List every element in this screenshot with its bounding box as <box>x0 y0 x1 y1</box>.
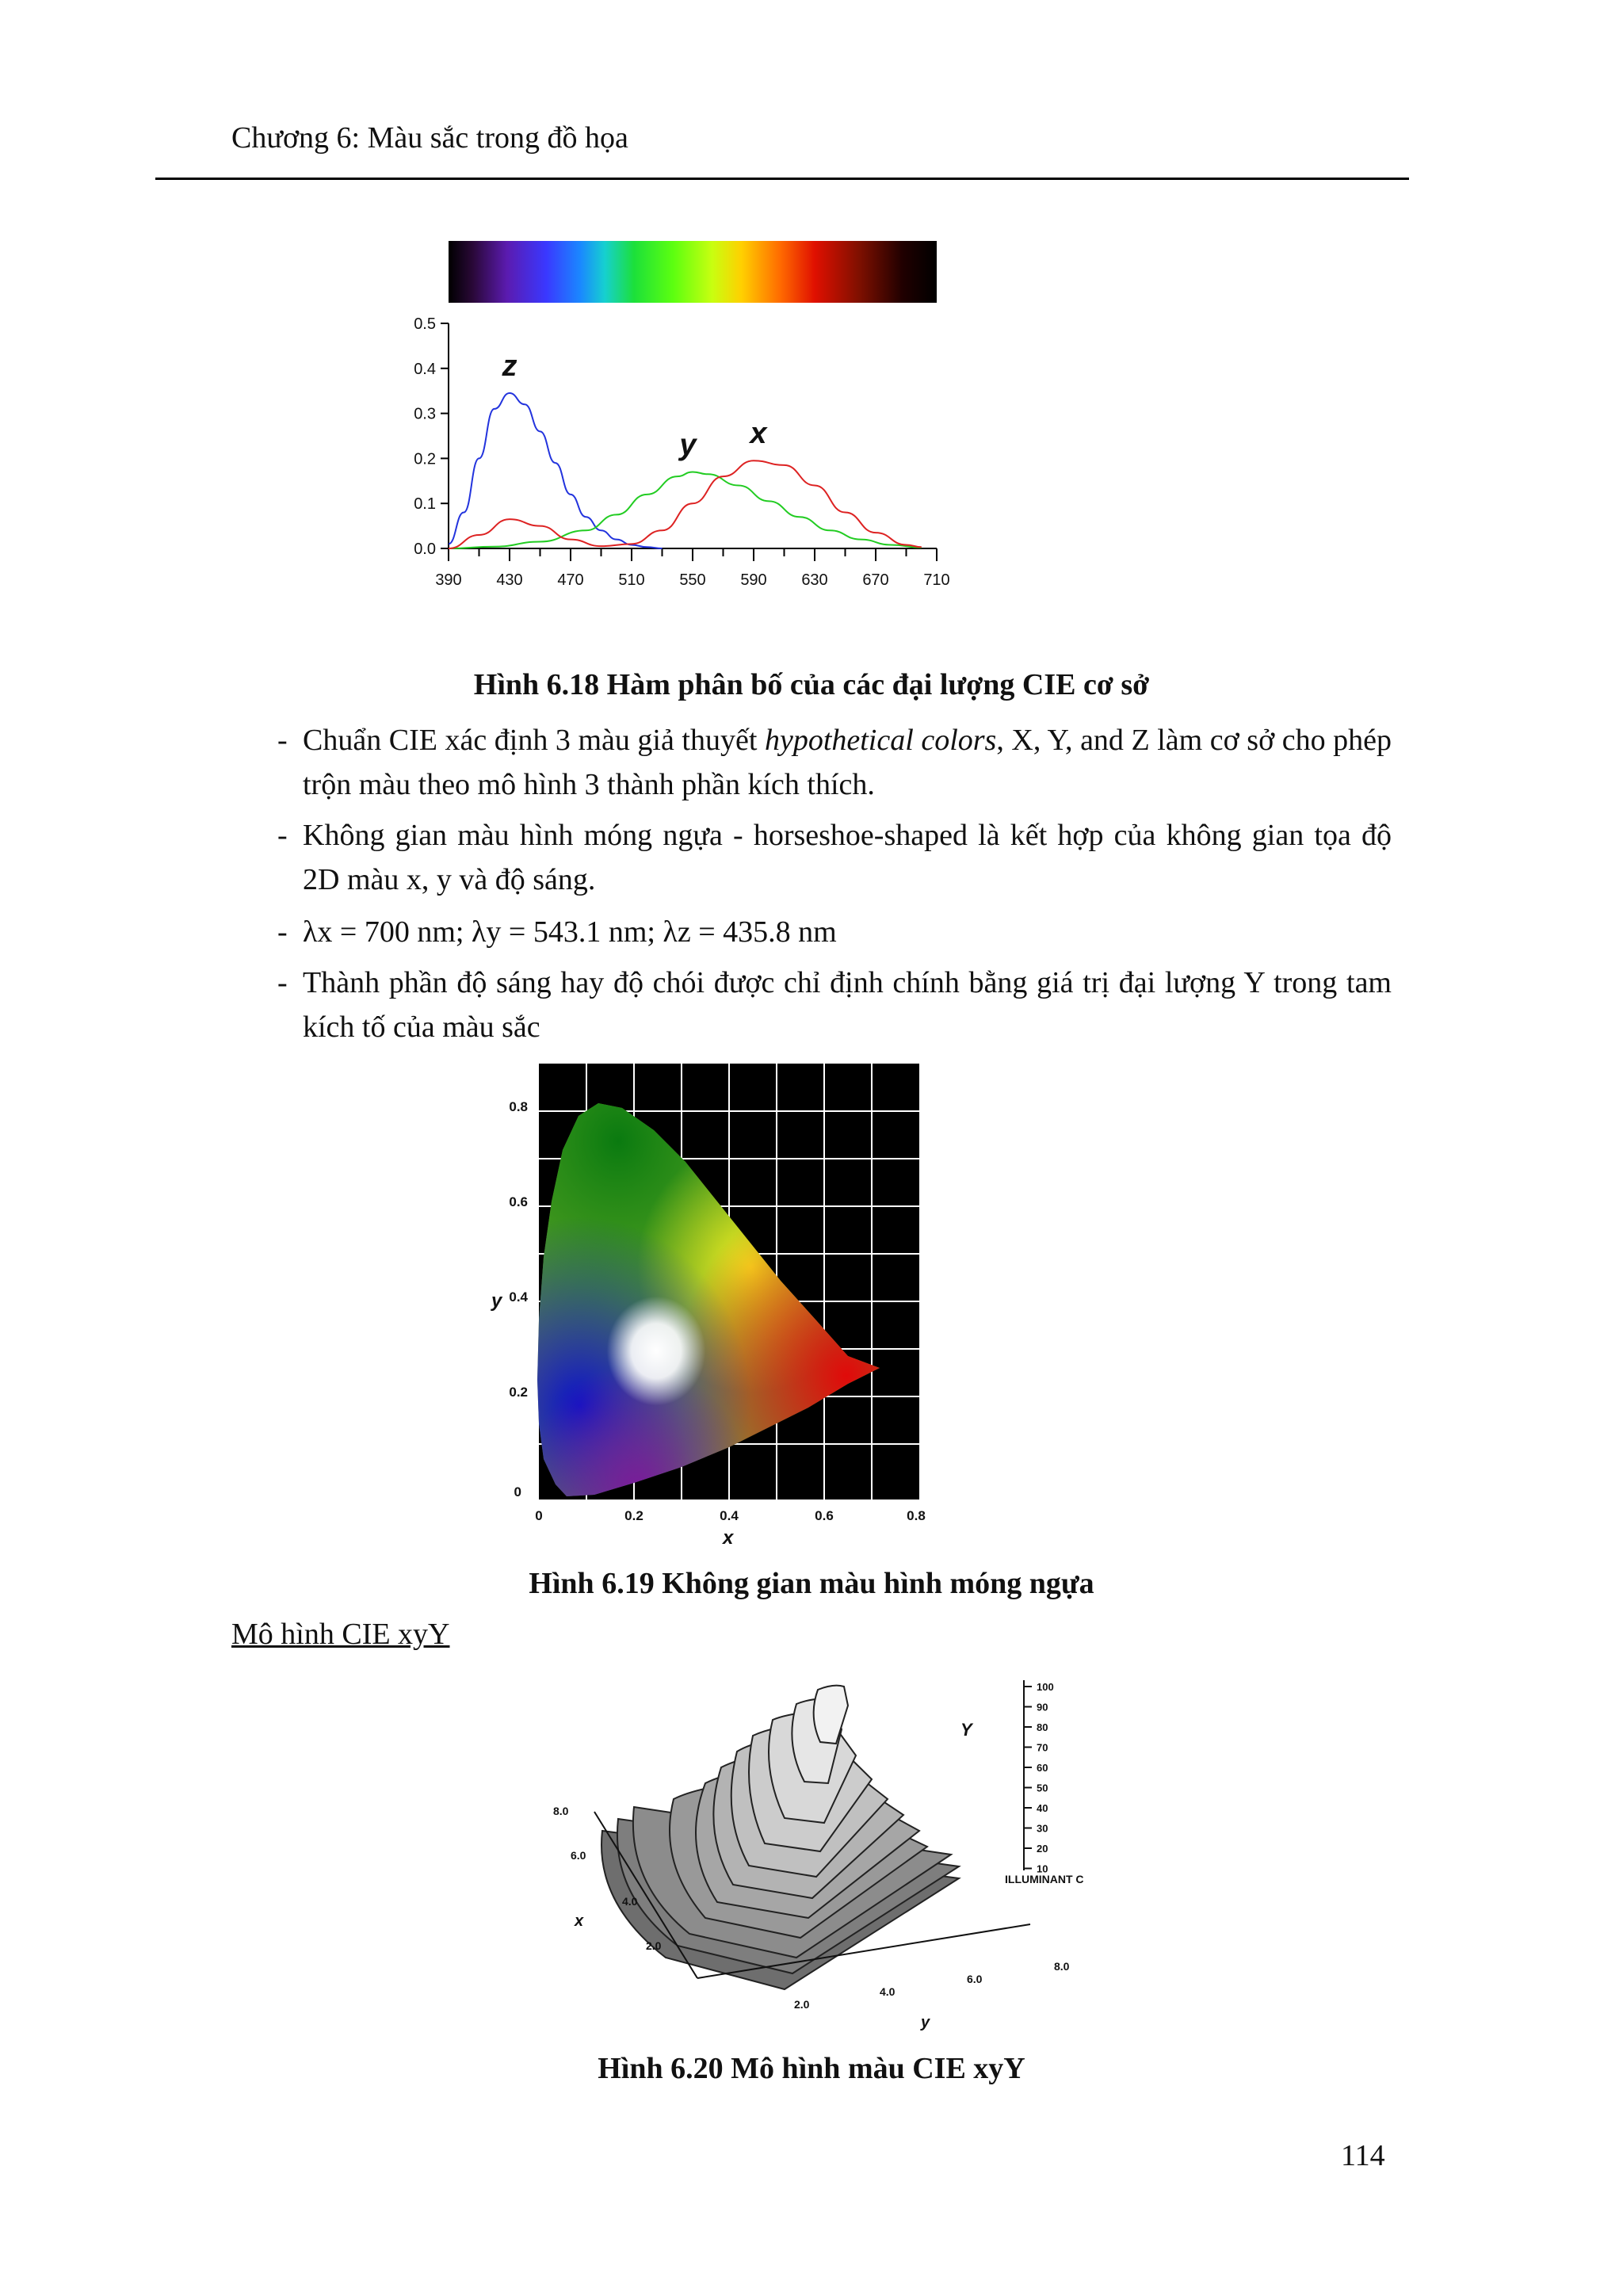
x-tick-label: 710 <box>923 571 950 589</box>
luminance-tick-label: 60 <box>1037 1762 1048 1774</box>
x-tick-label: 670 <box>862 571 889 589</box>
y-tick-label: 4.0 <box>880 1985 896 1998</box>
y-axis-label: y <box>921 2014 930 2031</box>
x-tick-label: 0 <box>535 1508 543 1523</box>
y-tick-label: 0 <box>514 1484 521 1499</box>
chapter-header: Chương 6: Màu sắc trong đồ họa <box>231 121 628 155</box>
bullet-text: λx = 700 nm; λy = 543.1 nm; λz = 435.8 nm <box>303 915 837 949</box>
figure-caption-6-18: Hình 6.18 Hàm phân bố của các đại lượng CIE cơ sở <box>473 668 1150 701</box>
bullet-dash: - <box>277 966 288 999</box>
x-tick-label: 0.2 <box>624 1508 643 1523</box>
x-tick-label: 470 <box>557 571 584 589</box>
y-tick-label: 2.0 <box>794 1998 810 2011</box>
cie-matching-chart <box>396 235 967 607</box>
luminance-tick-label: 50 <box>1037 1782 1048 1794</box>
y-tick-label: 0.1 <box>414 495 436 514</box>
section-subheading: Mô hình CIE xyY <box>231 1618 450 1651</box>
series-x-label: x <box>750 417 767 451</box>
y-tick-label: 6.0 <box>967 1973 983 1985</box>
x-tick-label: 2.0 <box>646 1939 662 1952</box>
page-number: 114 <box>1341 2139 1385 2172</box>
y-tick-label: 0.4 <box>414 360 436 378</box>
bullet-italic-term: hypothetical colors <box>764 724 997 757</box>
y-axis-label: y <box>491 1290 502 1312</box>
luminance-tick-label: 100 <box>1037 1681 1054 1693</box>
x-axis-label: x <box>723 1527 734 1549</box>
y-axis-ticks <box>794 1960 1070 2011</box>
luminance-tick-label: 80 <box>1037 1721 1048 1733</box>
luminance-tick-label: 40 <box>1037 1802 1048 1814</box>
y-ticks <box>509 1099 528 1499</box>
x-tick-label: 0.4 <box>720 1508 739 1523</box>
y-tick-label: 0.6 <box>509 1194 528 1209</box>
x-tick-label: 6.0 <box>571 1849 586 1862</box>
bullet-dash: - <box>277 915 288 949</box>
y-tick-label: 0.8 <box>509 1099 528 1114</box>
x-tick-label: 510 <box>618 571 645 589</box>
bullet-text: Chuẩn CIE xác định 3 màu giả thuyết <box>303 724 765 757</box>
x-tick-label: 430 <box>496 571 523 589</box>
x-axis-label: x <box>575 1912 584 1930</box>
chromaticity-chart <box>475 1059 935 1550</box>
y-tick-label: 0.3 <box>414 405 436 423</box>
figure-chromaticity-diagram <box>475 1059 935 1554</box>
bullet-wavelengths <box>277 910 1392 954</box>
xyy-3d-plot <box>547 1672 1102 2037</box>
bullet-text: Thành phần độ sáng hay độ chói được chỉ định chính bằng giá trị đại lượng Y trong tam kích tố của màu sắc <box>303 966 1392 1044</box>
bullet-dash: - <box>277 724 288 757</box>
y-tick-label: 0.0 <box>414 541 436 558</box>
luminance-tick-label: 90 <box>1037 1701 1048 1713</box>
figure-cie-matching-functions <box>396 235 967 611</box>
luminance-tick-label: 10 <box>1037 1862 1048 1875</box>
figure-cie-xyy-model <box>547 1672 1102 2041</box>
header-rule <box>155 178 1409 180</box>
series-z-line <box>449 393 663 548</box>
bullet-luminance <box>277 961 1392 1049</box>
x-tick-label: 590 <box>740 571 767 589</box>
bullet-dash: - <box>277 819 288 852</box>
figure-caption-6-19: Hình 6.19 Không gian màu hình móng ngựa <box>529 1567 1094 1600</box>
y-tick-label: 0.2 <box>509 1385 528 1400</box>
y-tick-label: 0.5 <box>414 315 436 333</box>
x-tick-label: 8.0 <box>553 1805 569 1817</box>
series-y-label: y <box>679 428 697 462</box>
bullet-horseshoe-space <box>277 813 1392 902</box>
y-tick-label: 0.2 <box>414 450 436 468</box>
x-tick-label: 630 <box>801 571 828 589</box>
luminance-axis-label: Y <box>960 1720 972 1740</box>
bullet-cie-standard <box>277 718 1392 807</box>
series-y-line <box>449 472 922 548</box>
x-tick-label: 0.6 <box>815 1508 834 1523</box>
x-tick-label: 550 <box>679 571 706 589</box>
x-tick-label: 4.0 <box>622 1895 638 1908</box>
x-tick-label: 390 <box>435 571 462 589</box>
luminance-tick-label: 30 <box>1037 1822 1048 1835</box>
luminance-tick-label: 20 <box>1037 1843 1048 1855</box>
y-tick-label: 0.4 <box>509 1289 528 1305</box>
y-tick-label: 8.0 <box>1054 1960 1070 1973</box>
figure-caption-6-20: Hình 6.20 Mô hình màu CIE xyY <box>598 2052 1025 2085</box>
luminance-ticks <box>1024 1681 1054 1875</box>
bullet-text-after: , X, Y, and Z làm cơ sở cho phép trộn màu theo mô hình 3 thành phần kích thích. <box>303 724 1392 801</box>
series-z-label: z <box>502 350 517 384</box>
bullet-text: Không gian màu hình móng ngựa - horseshoe-shaped là kết hợp của không gian tọa độ 2D màu x, y và độ sáng. <box>303 819 1392 896</box>
x-tick-label: 0.8 <box>907 1508 926 1523</box>
luminance-tick-label: 70 <box>1037 1741 1048 1754</box>
x-ticks <box>535 1508 926 1523</box>
illuminant-label: ILLUMINANT C <box>1005 1873 1084 1885</box>
spectrum-bar <box>449 241 937 303</box>
